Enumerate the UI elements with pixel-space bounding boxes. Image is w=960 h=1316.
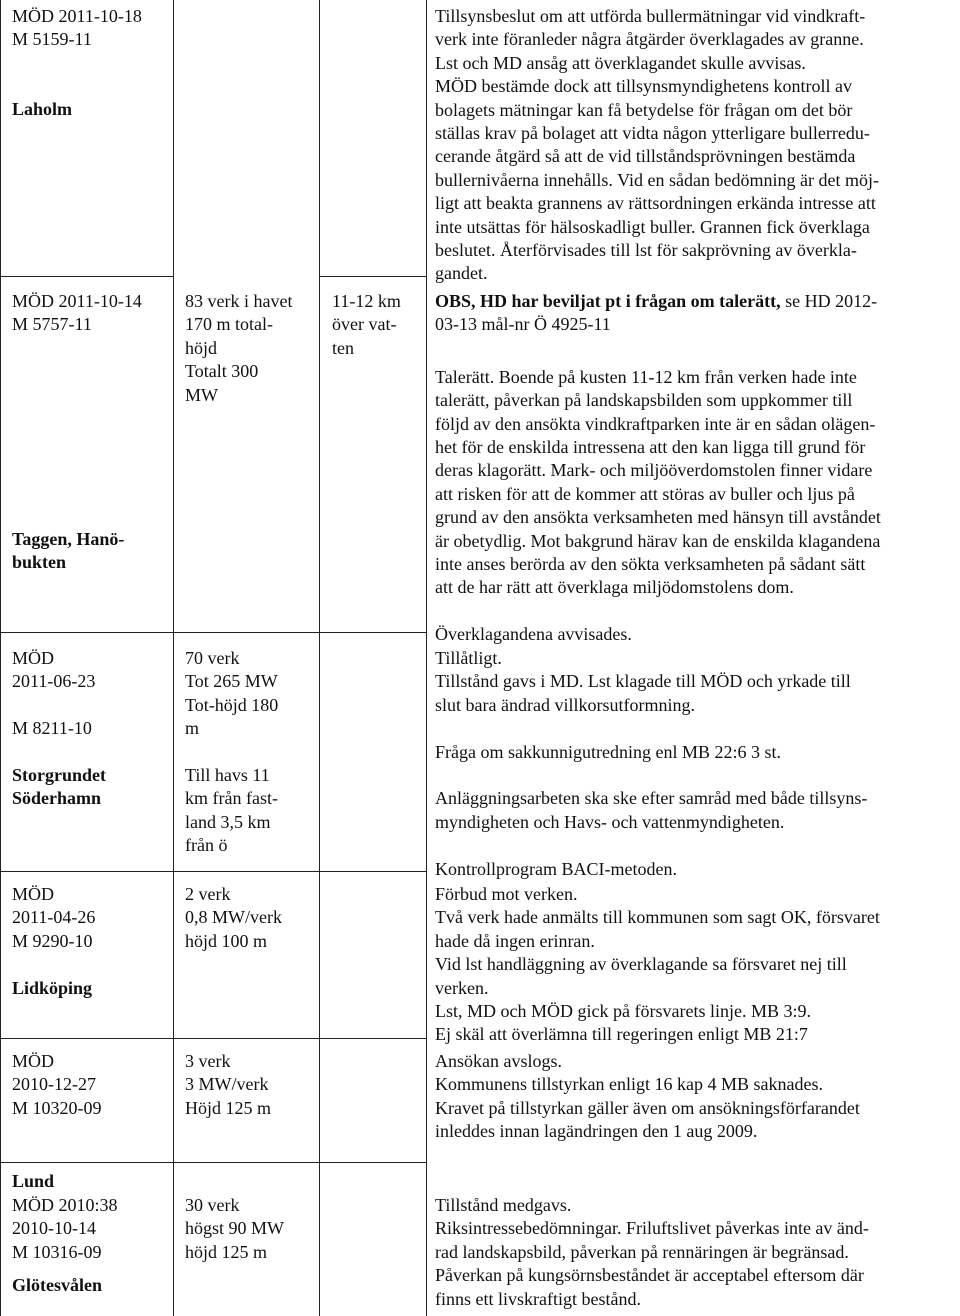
ruling-summary [435,1050,950,1144]
spec-line: land 3,5 km [185,811,271,832]
column-divider [426,0,427,1316]
summary-line: myndigheten och Havs- och vattenmyndigheten. [435,811,785,832]
ruling-summary [435,647,950,881]
spec-line: Tot-höjd 180 [185,694,279,715]
spec-line: höjd 100 m [185,930,268,951]
summary-line: Tillstånd medgavs. [435,1195,572,1215]
summary-line: grund av den ansökta verksamheten med hänsyn till avståndet [435,507,881,528]
summary-line: Lst och MD ansåg att överklagandet skulle avvisas. [435,52,806,73]
case-line: MÖD [12,884,55,904]
case-line: MÖD 2010:38 [12,1195,118,1215]
spec-line: högst 90 MW [185,1218,284,1239]
summary-line: slut bara ändrad villkorsutformning. [435,694,695,715]
spec-line: Till havs 11 [185,765,270,786]
summary-line: talerätt, påverkan på landskapsbilden som uppkommer till [435,390,853,411]
hd-reference-line2: 03-13 mål-nr Ö 4925-11 [435,314,611,335]
summary-line: ställas krav på bolaget att vidta någon ytterligare bullerredu- [435,123,870,144]
ruling-summary [435,1194,950,1311]
summary-line: Talerätt. Boende på kusten 11-12 km från verken hade inte [435,366,857,387]
spec-line: från ö [185,835,228,856]
spec-line: 170 m total- [185,314,273,335]
case-cell [12,883,162,1000]
ruling-summary [435,290,950,647]
case-location [12,528,162,575]
spec-line: 2 verk [185,884,231,904]
summary-line: Påverkan på kungsörnsbeståndet är acceptabel eftersom där [435,1265,864,1286]
case-cell [12,647,162,811]
summary-line: att risken för att de kommer att störas av buller och ljus på [435,483,855,504]
spec-line: m [185,718,200,739]
summary-line: Anläggningsarbeten ska ske efter samråd med både tillsyns- [435,788,868,809]
hd-reference [435,290,950,313]
summary-line: Överklagandena avvisades. [435,624,632,645]
hd-reference-bold: OBS, HD har beviljat pt i frågan om talerätt, [435,291,781,311]
spec-line: 3 MW/verk [185,1074,269,1095]
summary-line: bullernivåerna innehålls. Vid en sådan bedömning är det möj- [435,169,879,190]
case-location: Lidköping [12,977,93,998]
summary-line: hade då ingen erinran. [435,930,595,951]
distance-line: 11-12 km [332,291,401,311]
spec-line: Tot 265 MW [185,671,278,692]
summary-line: inte utsättas för hälsoskadligt buller. Grannen fick överklaga [435,216,870,237]
row-divider [0,1038,427,1039]
row-divider [0,276,174,277]
summary-line: är obetydlig. Mot bakgrund härav kan de enskilda klagandena [435,530,881,551]
distance-line: över vat- [332,314,397,335]
location-line: Taggen, Hanö- [12,529,125,549]
row-divider [320,276,427,277]
summary-line: Ansökan avslogs. [435,1051,562,1071]
case-location: Storgrundet [12,765,106,785]
summary-line: cerande åtgärd så att de vid tillståndsprövningen bestämda [435,146,856,167]
case-line: M 10316-09 [12,1241,102,1262]
spec-line: 30 verk [185,1195,240,1215]
column-divider [0,0,1,1316]
summary-line: Riksintressebedömningar. Friluftslivet påverkas inte av änd- [435,1218,869,1239]
case-line: M 8211-10 [12,718,92,739]
project-specs [185,290,303,407]
summary-line: verk inte föranleder några åtgärder överklagades av granne. [435,29,864,50]
location-line: Lund [12,1171,55,1191]
spec-line: höjd [185,337,218,358]
project-specs [185,883,303,953]
summary-line: Kommunens tillstyrkan enligt 16 kap 4 MB saknades. [435,1074,823,1095]
case-cell [12,1194,162,1298]
summary-line: Kravet på tillstyrkan gäller även om ansökningsförfarandet [435,1097,860,1118]
summary-line: Kontrollprogram BACI-metoden. [435,858,677,879]
summary-line: inleddes innan lagändringen den 1 aug 2009. [435,1121,758,1142]
row-divider [0,632,427,633]
summary-line: inte anses berörda av den sökta verksamheten på sådant sätt [435,554,866,575]
distance-line: ten [332,337,354,358]
spec-line: km från fast- [185,788,278,809]
spec-line: Höjd 125 m [185,1097,272,1118]
spec-line: 83 verk i havet [185,291,293,311]
summary-line: Lst, MD och MÖD gick på försvarets linje. MB 3:9. [435,1001,811,1022]
summary-line: Två verk hade anmälts till kommunen som sagt OK, försvaret [435,907,880,928]
summary-line: gandet. [435,263,488,284]
spec-line: MW [185,384,218,405]
summary-line: Ej skäl att överlämna till regeringen enligt MB 21:7 [435,1024,808,1045]
summary-line: Fråga om sakkunnigutredning enl MB 22:6 3 st. [435,741,781,762]
summary-line: Vid lst handläggning av överklagande sa försvaret nej till [435,954,847,975]
row-divider [0,871,427,872]
column-divider [319,0,320,1316]
project-specs [185,1194,303,1264]
summary-line: att de har rätt att överklaga miljödomstolens dom. [435,577,794,598]
case-number: M 5159-11 [12,29,92,50]
summary-line: följd av den ansökta vindkraftparken inte är en sådan olägen- [435,413,876,434]
spec-line: 3 verk [185,1051,231,1071]
summary-line: beslutet. Återförvisades till lst för sakprövning av överkla- [435,240,857,261]
case-line: M 10320-09 [12,1097,102,1118]
case-location: Glötesvålen [12,1275,102,1296]
summary-line: finns ett livskraftigt bestånd. [435,1288,641,1309]
summary-line: Tillsynsbeslut om att utförda bullermätningar vid vindkraft- [435,6,866,26]
case-line: 2011-06-23 [12,671,96,692]
case-number: M 5757-11 [12,314,92,335]
summary-line: ligt att beakta grannens av rättsordningen erkända intresse att [435,193,876,214]
project-specs [185,647,303,858]
summary-line: het för de enskilda intressena att den kan ligga till grund för [435,437,866,458]
case-line: 2010-12-27 [12,1074,96,1095]
spec-line: 70 verk [185,648,240,668]
case-location [12,1170,162,1193]
summary-line [435,600,950,623]
summary-line: verken. [435,977,489,998]
case-line: 2011-04-26 [12,907,96,928]
case-line: MÖD [12,648,55,668]
case-cell [12,1050,162,1120]
summary-line: MÖD bestämde dock att tillsynsmyndighetens kontroll av [435,76,852,97]
ruling-summary [435,5,950,286]
row-divider [0,1162,427,1163]
project-specs [185,1050,303,1120]
ruling-summary [435,883,950,1047]
summary-line: bolagets mätningar kan få betydelse för frågan om det bör [435,99,853,120]
case-date: MÖD 2011-10-14 [12,291,142,311]
column-divider [173,0,174,1316]
case-location: Laholm [12,98,73,119]
case-date: MÖD 2011-10-18 [12,6,142,26]
case-cell [12,5,162,121]
spec-line: höjd 125 m [185,1241,268,1262]
summary-line: rad landskapsbild, påverkan på rennäringen är begränsad. [435,1241,849,1262]
spec-line: 0,8 MW/verk [185,907,282,928]
case-line: MÖD [12,1051,55,1071]
case-line: 2010-10-14 [12,1218,96,1239]
location-line: bukten [12,552,67,573]
summary-line: Tillåtligt. [435,648,502,668]
distance-cell [332,290,424,360]
case-cell [12,290,162,337]
spec-line: Totalt 300 [185,361,259,382]
summary-line: deras klagorätt. Mark- och miljööverdomstolen finner vidare [435,460,873,481]
case-location: Söderhamn [12,788,102,809]
summary-line: Tillstånd gavs i MD. Lst klagade till MÖD och yrkade till [435,671,851,692]
summary-line: Förbud mot verken. [435,884,578,904]
case-line: M 9290-10 [12,930,93,951]
hd-reference-rest: se HD 2012- [780,291,878,311]
